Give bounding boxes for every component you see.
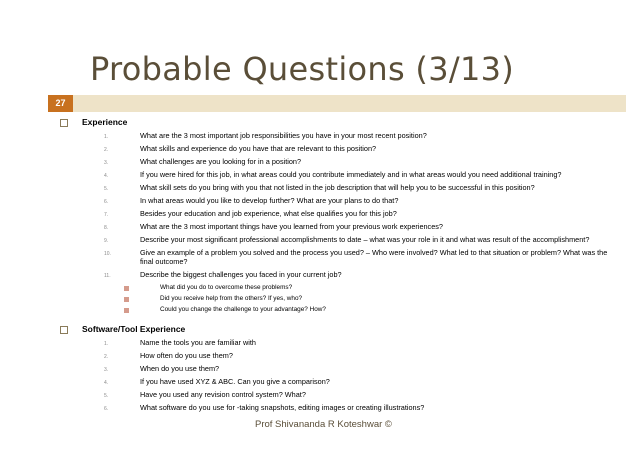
list-text: Besides your education and job experience, what else qualifies you for this job? [140, 209, 397, 218]
list-text: Describe the biggest challenges you faced in your current job? [140, 270, 342, 279]
section-label: Software/Tool Experience [82, 324, 186, 334]
list-text: If you have used XYZ & ABC. Can you give a comparison? [140, 377, 330, 386]
slide-number: 27 [48, 95, 73, 112]
sub-list-text: What did you do to overcome these problems? [160, 284, 293, 291]
slide-title: Probable Questions (3/13) [90, 50, 515, 88]
list-number: 9. [104, 238, 109, 244]
list-text: If you were hired for this job, in what areas could you contribute immediately and in what areas would you need additional training? [140, 170, 562, 179]
list-text: What skill sets do you bring with you that not listed in the job description that will help you to be successful in this position? [140, 183, 535, 192]
sub-list-text: Could you change the challenge to your advantage? How? [160, 306, 326, 313]
list-text: When do you use them? [140, 364, 220, 373]
list-number: 1. [104, 134, 109, 140]
list-number: 5. [104, 186, 109, 192]
list-text: Have you used any revision control system? What? [140, 390, 306, 399]
list-text: What skills and experience do you have that are relevant to this position? [140, 144, 377, 153]
list-number: 4. [104, 173, 109, 179]
list-number: 2. [104, 147, 109, 153]
square-bullet-icon [124, 286, 129, 291]
list-text: What are the 3 most important things have you learned from your previous work experiences? [140, 222, 443, 231]
list-number: 8. [104, 225, 109, 231]
footer-credit: Prof Shivananda R Koteshwar © [255, 419, 392, 430]
list-number: 4. [104, 380, 109, 386]
section-label: Experience [82, 117, 128, 127]
sub-list-text: Did you receive help from the others? If yes, who? [160, 295, 303, 302]
list-text: Describe your most significant professional accomplishments to date – what was your role in it and what was result of the accomplishment? [140, 235, 590, 244]
list-number: 5. [104, 393, 109, 399]
list-number: 7. [104, 212, 109, 218]
square-bullet-icon [60, 326, 68, 334]
list-number: 6. [104, 199, 109, 205]
list-text: In what areas would you like to develop further? What are your plans to do that? [140, 196, 399, 205]
list-text: What challenges are you looking for in a position? [140, 157, 302, 166]
list-number: 2. [104, 354, 109, 360]
list-number: 3. [104, 160, 109, 166]
list-number: 10. [104, 251, 111, 257]
header-band [48, 95, 626, 112]
list-text: How often do you use them? [140, 351, 233, 360]
list-text: Give an example of a problem you solved and the process you used? – Who were involved? What led to that situation or problem? What was the final outcome? [140, 248, 608, 266]
list-text: Name the tools you are familiar with [140, 338, 256, 347]
square-bullet-icon [60, 119, 68, 127]
list-text: What software do you use for -taking snapshots, editing images or creating illustrations? [140, 403, 425, 412]
list-number: 11. [104, 273, 111, 279]
square-bullet-icon [124, 308, 129, 313]
list-number: 3. [104, 367, 109, 373]
square-bullet-icon [124, 297, 129, 302]
list-text: What are the 3 most important job responsibilities you have in your most recent position? [140, 131, 427, 140]
list-number: 6. [104, 406, 109, 412]
list-number: 1. [104, 341, 109, 347]
